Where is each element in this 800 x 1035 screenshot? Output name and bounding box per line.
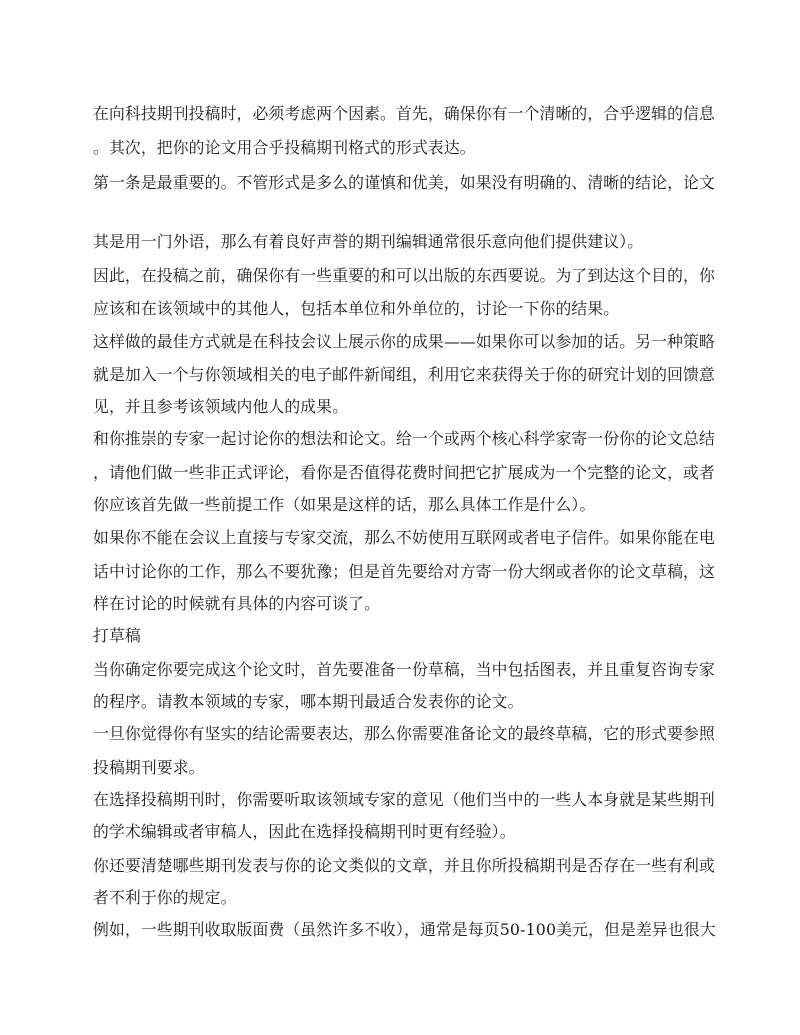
text-line: 你应该首先做一些前提工作（如果是这样的话，那么具体工作是什么）。 bbox=[93, 495, 596, 514]
text-line: 如果你不能在会议上直接与专家交流，那么不妨使用互联网或者电子信件。如果你能在电 bbox=[93, 528, 715, 547]
text-line: 这样做的最佳方式就是在科技会议上展示你的成果——如果你可以参加的话。另一种策略 bbox=[93, 332, 715, 351]
text-line: 一旦你觉得你有坚实的结论需要表达，那么你需要准备论文的最终草稿，它的形式要参照 bbox=[93, 724, 715, 743]
text-line: 就是加入一个与你领域相关的电子邮件新闻组，利用它来获得关于你的研究计划的回馈意 bbox=[93, 365, 715, 384]
text-line: 在选择投稿期刊时，你需要听取该领域专家的意见（他们当中的一些人本身就是某些期刊 bbox=[93, 790, 715, 809]
text-line: 的学术编辑或者审稿人，因此在选择投稿期刊时更有经验）。 bbox=[93, 822, 516, 841]
text-line: 和你推崇的专家一起讨论你的想法和论文。给一个或两个核心科学家寄一份你的论文总结 bbox=[93, 429, 715, 448]
text-line: 者不利于你的规定。 bbox=[93, 888, 237, 907]
text-line: 例如，一些期刊收取版面费（虽然许多不收），通常是每页50-100美元，但是差异也很大 bbox=[93, 920, 716, 939]
text-line: 的程序。请教本领域的专家，哪本期刊最适合发表你的论文。 bbox=[93, 692, 524, 711]
text-line: 在向科技期刊投稿时，必须考虑两个因素。首先，确保你有一个清晰的，合乎逻辑的信息 bbox=[93, 104, 715, 123]
text-line: 当你确定你要完成这个论文时，首先要准备一份草稿，当中包括图表，并且重复咨询专家 bbox=[93, 660, 715, 679]
text-line: 因此，在投稿之前，确保你有一些重要的和可以出版的东西要说。为了到达这个目的，你 bbox=[93, 266, 715, 285]
text-line: 你还要清楚哪些期刊发表与你的论文类似的文章，并且你所投稿期刊是否存在一些有利或 bbox=[93, 856, 715, 875]
text-line: ，请他们做一些非正式评论，看你是否值得花费时间把它扩展成为一个完整的论文，或者 bbox=[93, 463, 715, 482]
text-line: 话中讨论你的工作，那么不要犹豫；但是首先要给对方寄一份大纲或者你的论文草稿，这 bbox=[93, 562, 715, 581]
text-line: 其是用一门外语，那么有着良好声誉的期刊编辑通常很乐意向他们提供建议）。 bbox=[93, 232, 644, 251]
text-line: 第一条是最重要的。不管形式是多么的谨慎和优美，如果没有明确的、清晰的结论，论文 bbox=[93, 173, 715, 192]
text-line: 。其次，把你的论文用合乎投稿期刊格式的形式表达。 bbox=[93, 138, 476, 157]
text-line: 见，并且参考该领域内他人的成果。 bbox=[93, 397, 349, 416]
text-line: 投稿期刊要求。 bbox=[93, 758, 205, 777]
section-heading: 打草稿 bbox=[93, 626, 141, 645]
text-line: 应该和在该领域中的其他人，包括本单位和外单位的，讨论一下你的结果。 bbox=[93, 299, 620, 318]
text-line: 样在讨论的时候就有具体的内容可谈了。 bbox=[93, 594, 381, 613]
